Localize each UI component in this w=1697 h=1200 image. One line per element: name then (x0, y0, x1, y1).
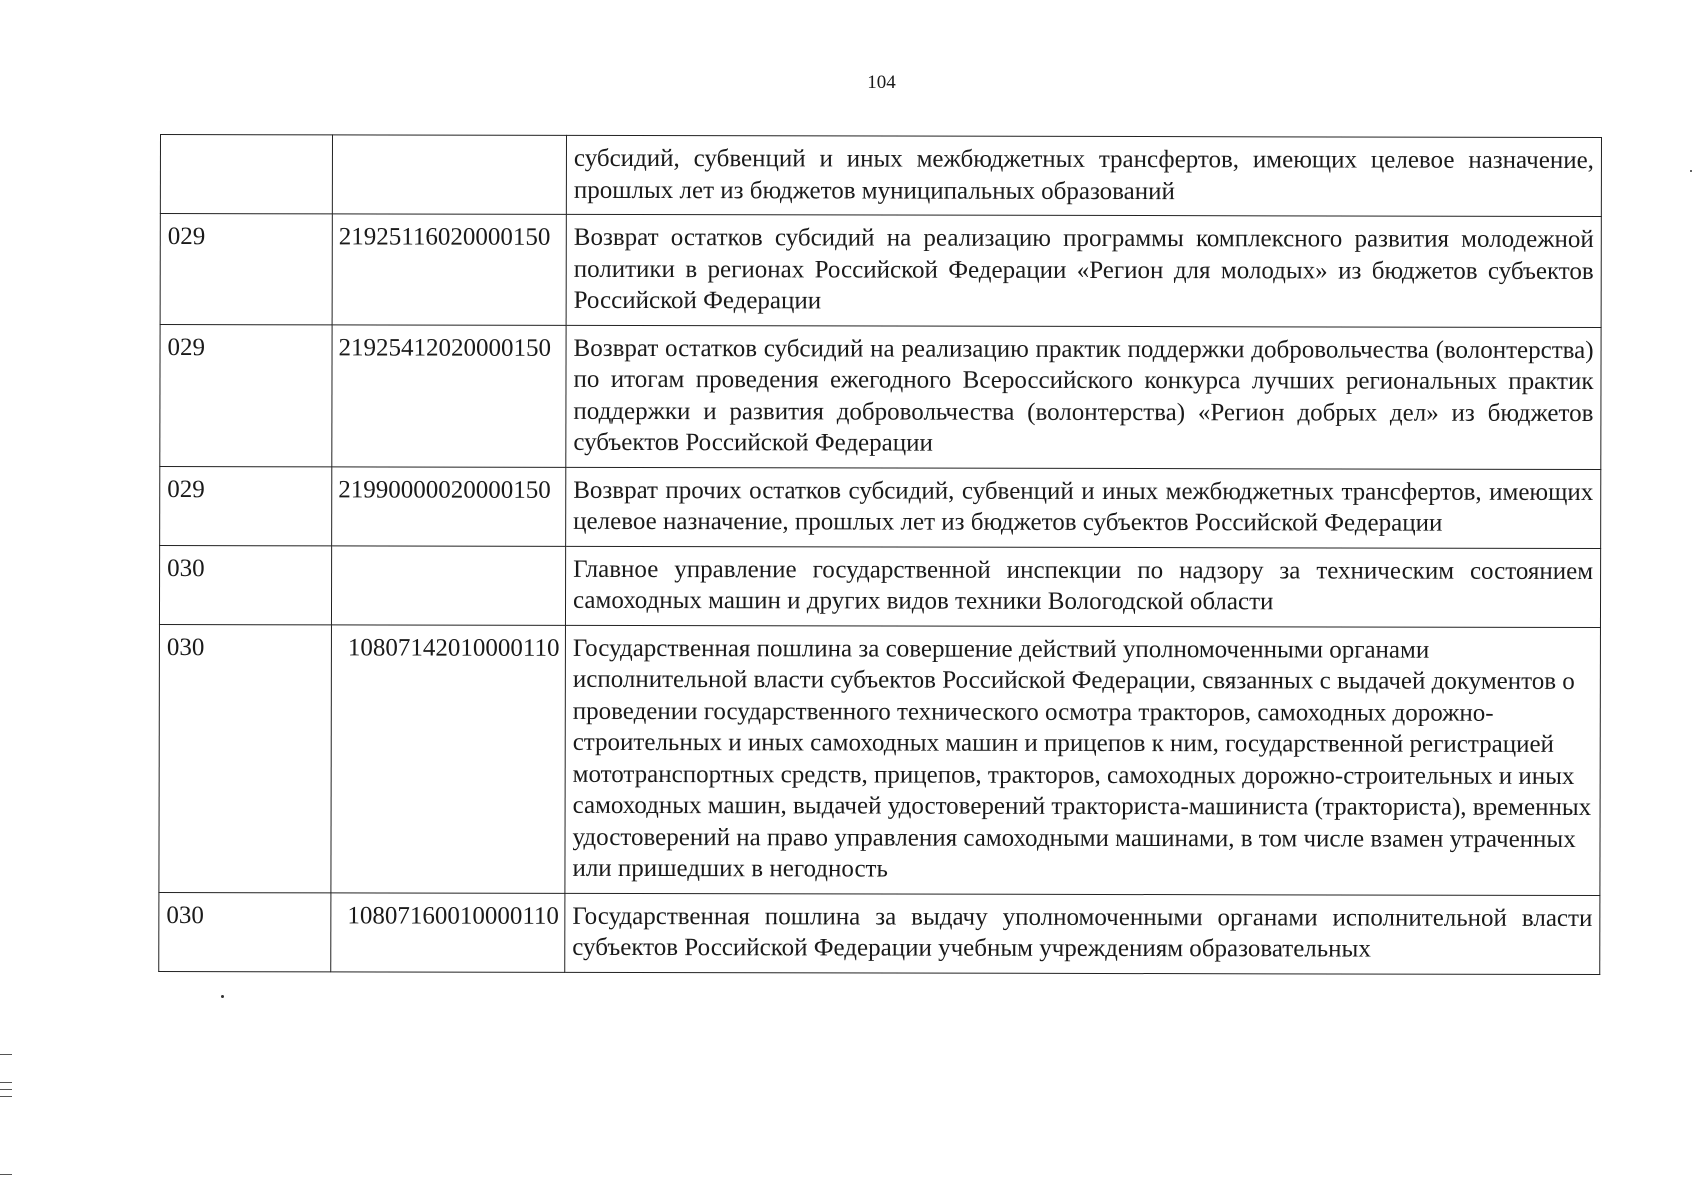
page-number: 104 (867, 72, 896, 93)
admin-code-cell: 029 (160, 324, 332, 466)
description-cell: Государственная пошлина за совершение действий уполномоченными органами исполнительной власти субъектов Российской Федерации, связанных с выдачей документов о проведении государственного технического осмотра тракторов, самоходных дорожно-строительных и иных самоходных машин и прицепов к ним, государственной регистрацией мототранспортных средств, прицепов, тракторов, самоходных дорожно-строительных и иных самоходных машин, выдачей удостоверений тракториста-машиниста (тракториста), временных удостоверений на право управления самоходными машинами, в том числе взамен утраченных или пришедших в негодность (565, 625, 1601, 895)
budget-code-cell: 21925412020000150 (332, 324, 566, 466)
budget-code-cell: 10807160010000110 (331, 892, 565, 971)
admin-code-cell: 030 (159, 892, 331, 971)
table-row (159, 892, 1600, 974)
admin-code-cell: 030 (159, 624, 332, 892)
table-row (159, 545, 1600, 627)
description-cell: Возврат остатков субсидий на реализацию практик поддержки добровольчества (волонтерства) по итогам проведения ежегодного Всероссийского конкурса лучших региональных практик поддержки и развития добровольчества (волонтерства) «Регион добрых дел» из бюджетов субъектов Российской Федерации (566, 325, 1601, 469)
budget-code-cell (332, 135, 566, 214)
scan-artifact-dot (1690, 170, 1692, 172)
admin-code-cell (160, 135, 332, 214)
admin-code-cell: 030 (159, 545, 331, 624)
budget-code-cell (331, 545, 565, 624)
budget-code-cell: 21990000020000150 (332, 466, 566, 545)
admin-code-cell: 029 (160, 466, 332, 545)
scan-margin-mark (0, 1054, 12, 1055)
admin-code-cell: 029 (160, 214, 332, 325)
scan-margin-mark (0, 1089, 12, 1090)
table-row (160, 466, 1601, 548)
scan-margin-mark (0, 1082, 12, 1083)
table-row (160, 324, 1601, 469)
description-cell: Возврат остатков субсидий на реализацию программы комплексного развития молодежной политики в регионах Российской Федерации «Регион для молодых» из бюджетов субъектов Российской Федерации (566, 214, 1601, 327)
description-cell: субсидий, субвенций и иных межбюджетных трансфертов, имеющих целевое назначение, прошлых лет из бюджетов муниципальных образований (566, 135, 1601, 216)
budget-codes-table (158, 134, 1602, 975)
table-row (159, 624, 1601, 895)
table-row (160, 214, 1601, 328)
table-row (160, 135, 1601, 217)
description-cell: Главное управление государственной инспекции по надзору за техническим состоянием самоходных машин и других видов техники Вологодской области (565, 546, 1600, 627)
description-cell: Возврат прочих остатков субсидий, субвенций и иных межбюджетных трансфертов, имеющих целевое назначение, прошлых лет из бюджетов субъектов Российской Федерации (566, 467, 1601, 548)
scan-margin-mark (0, 1096, 12, 1097)
budget-code-cell: 10807142010000110 (331, 624, 566, 892)
description-cell: Государственная пошлина за выдачу уполномоченными органами исполнительной власти субъектов Российской Федерации учебным учреждениям образовательных (565, 893, 1600, 974)
scan-margin-mark (0, 1174, 12, 1175)
budget-code-cell: 21925116020000150 (332, 214, 566, 325)
scan-artifact-dot (221, 995, 224, 998)
